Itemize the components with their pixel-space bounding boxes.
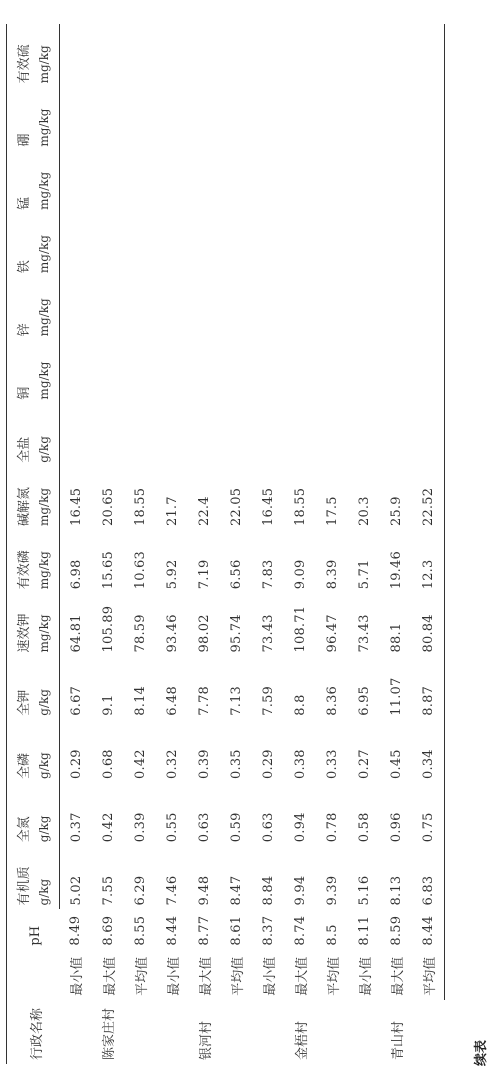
table-cell: 7.59 [260,685,276,716]
table-cell [412,24,445,87]
table-cell: 8.55 [132,915,148,946]
table-cell [156,151,188,214]
table-cell: 8.36 [324,685,340,716]
table-cell: 9.09 [292,559,308,590]
stat-label: 平均值 [230,956,246,996]
table-cell: 105.89 [100,605,116,653]
column-header-name: 铁 [7,214,34,277]
table-cell: 18.55 [132,487,148,527]
table-cell [252,214,284,277]
column-header-name: 锌 [7,277,34,340]
table-cell [188,87,220,150]
table-cell [60,277,93,340]
column-header-name: 全钾 [7,657,34,720]
column-header-name: 碱解氮 [7,467,34,530]
column-header-name: 锰 [7,151,34,214]
table-cell [348,277,380,340]
table-cell: 0.42 [132,749,148,779]
table-cell: 5.92 [164,559,180,590]
table-cell: 20.65 [100,487,116,527]
column-header-name: 全磷 [7,720,34,783]
column-header-name: 铜 [7,340,34,403]
table-cell: 0.45 [388,749,404,779]
header-row-names [7,24,34,1064]
table-cell [348,340,380,403]
village-name: 青山村 [390,1020,406,1060]
table-cell: 0.29 [68,749,84,779]
column-header-unit: g/kg [33,846,60,909]
column-header-unit: g/kg [33,657,60,720]
table-cell: 8.44 [412,909,445,949]
table-cell: 12.3 [412,530,445,593]
table-cell: 0.39 [196,749,212,779]
table-cell [220,214,252,277]
ph-header: pH [7,909,60,949]
table-cell [124,214,156,277]
table-cell [252,151,284,214]
table-row [412,24,445,1064]
table-cell [348,24,380,87]
column-header-unit: g/kg [33,720,60,783]
table-cell: 20.3 [356,496,372,527]
table-cell [92,151,124,214]
table-cell [252,404,284,467]
table-cell [188,24,220,87]
table-cell: 22.4 [196,496,212,527]
table-cell [220,277,252,340]
table-cell [60,214,93,277]
table-cell: 0.55 [164,812,180,843]
table-cell: 6.29 [132,875,148,906]
table-cell [124,277,156,340]
table-cell [380,24,412,87]
table-cell: 0.63 [260,812,276,843]
table-cell [156,404,188,467]
table-row [188,24,220,1064]
table-cell: 6.67 [68,685,84,716]
table-cell [92,87,124,150]
table-body [60,24,445,1064]
table-cell [124,151,156,214]
stat-header [7,950,60,1000]
column-header-unit: g/kg [33,783,60,846]
table-cell: 7.46 [164,875,180,906]
table-cell: 7.78 [196,685,212,716]
village-name: 银河村 [198,1020,214,1060]
table-row [92,24,124,1064]
table-cell: 0.58 [356,812,372,843]
table-cell: 0.68 [100,749,116,779]
table-cell [380,87,412,150]
table-cell: 0.35 [228,749,244,779]
table-cell [316,151,348,214]
village-header: 行政名称 [7,1000,60,1064]
table-cell: 0.27 [356,749,372,779]
table-cell [60,87,93,150]
table-cell [284,277,316,340]
table-cell [60,151,93,214]
stat-label: 最大值 [390,956,406,996]
table-cell: 16.45 [260,487,276,527]
table-cell [220,151,252,214]
stat-label: 最小值 [166,956,182,996]
table-cell: 0.59 [228,812,244,843]
table-cell: 8.8 [292,694,308,716]
stat-label: 最大值 [102,956,118,996]
column-header-name: 速效钾 [7,593,34,656]
table-cell: 9.1 [100,694,116,716]
table-cell: 17.5 [324,496,340,527]
table-cell: 21.7 [164,496,180,527]
stat-label: 平均值 [412,950,445,1000]
table-cell [92,340,124,403]
table-cell [380,277,412,340]
table-cell [380,340,412,403]
table-cell [156,214,188,277]
table-cell [348,214,380,277]
table-cell [220,404,252,467]
table-cell [284,87,316,150]
table-cell [380,214,412,277]
table-cell: 11.07 [388,677,404,716]
table-cell [60,24,93,87]
column-header-unit: g/kg [33,404,60,467]
table-cell: 8.61 [228,915,244,946]
table-cell: 16.45 [68,487,84,527]
table-cell: 8.69 [100,915,116,946]
table-cell [284,340,316,403]
table-row [316,24,348,1064]
header-row-units [33,24,60,1064]
table-cell: 0.78 [324,812,340,843]
table-cell: 5.71 [356,559,372,590]
table-cell [316,87,348,150]
table-cell [316,24,348,87]
column-header-unit: mg/kg [33,151,60,214]
table-cell: 6.56 [228,559,244,590]
table-cell: 8.59 [388,915,404,946]
table-row [156,24,188,1064]
table-cell [412,214,445,277]
table-cell [412,404,445,467]
table-cell: 8.5 [324,924,340,946]
table-cell: 19.46 [388,551,404,590]
table-cell [156,87,188,150]
table-cell: 22.52 [412,467,445,530]
table-cell: 0.38 [292,749,308,779]
table-cell: 8.87 [412,657,445,720]
table-cell: 8.37 [260,915,276,946]
table-row [348,24,380,1064]
table-cell [60,404,93,467]
table-cell [124,340,156,403]
column-header-unit: mg/kg [33,467,60,530]
table-cell: 6.83 [412,846,445,909]
table-cell [188,277,220,340]
table-cell [284,24,316,87]
column-header-unit: mg/kg [33,340,60,403]
table-cell [316,404,348,467]
table-cell: 9.94 [292,875,308,906]
stat-label: 最大值 [294,956,310,996]
table-row [124,24,156,1064]
table-cell: 8.84 [260,875,276,906]
table-row [220,24,252,1064]
table-cell: 0.33 [324,749,340,779]
table-cell [412,87,445,150]
column-header-name: 有效硫 [7,24,34,87]
table-cell: 10.63 [132,551,148,590]
table-row [380,24,412,1064]
table-cell: 73.43 [356,614,372,653]
table-cell: 22.05 [228,487,244,527]
table-cell [124,87,156,150]
stat-label: 平均值 [134,956,150,996]
table-cell: 73.43 [260,614,276,653]
table-cell: 108.71 [292,605,308,653]
column-header-unit: mg/kg [33,593,60,656]
table-cell [220,24,252,87]
column-header-name: 硼 [7,87,34,150]
table-cell [380,151,412,214]
table-cell [60,340,93,403]
column-header-unit: mg/kg [33,530,60,593]
table-cell: 95.74 [228,614,244,653]
column-header-name: 全盐 [7,404,34,467]
table-cell: 8.11 [356,915,372,946]
table-row [284,24,316,1064]
table-cell: 6.98 [68,559,84,590]
table-cell [220,87,252,150]
column-header-name: 有机质 [7,846,34,909]
table-cell [252,87,284,150]
table-cell: 7.19 [196,559,212,590]
table-cell: 0.75 [412,783,445,846]
table-cell: 0.29 [260,749,276,779]
table-cell [348,404,380,467]
table-row [252,24,284,1064]
table-cell [284,214,316,277]
table-cell: 6.48 [164,685,180,716]
table-cell: 0.39 [132,812,148,843]
table-cell: 8.77 [196,915,212,946]
table-cell: 18.55 [292,487,308,527]
table-cell: 96.47 [324,614,340,653]
table-cell [252,340,284,403]
column-header-unit: mg/kg [33,277,60,340]
table-cell [156,277,188,340]
table-cell: 9.48 [196,875,212,906]
table-cell: 78.59 [132,614,148,653]
table-cell: 0.96 [388,812,404,843]
table-cell [252,24,284,87]
stat-label: 最小值 [70,956,86,996]
village-name: 金梧村 [294,1020,310,1060]
table-cell [92,277,124,340]
table-cell: 0.37 [68,812,84,843]
table-row [60,24,93,1064]
table-cell: 8.49 [68,915,84,946]
table-cell [188,404,220,467]
table-cell: 9.39 [324,875,340,906]
column-header-unit: mg/kg [33,87,60,150]
table-cell [412,277,445,340]
table-cell: 8.44 [164,915,180,946]
table-cell [124,24,156,87]
stat-label: 平均值 [326,956,342,996]
table-cell: 80.84 [412,593,445,656]
table-cell: 6.95 [356,685,372,716]
table-cell: 8.39 [324,559,340,590]
table-cell: 8.14 [132,685,148,716]
table-cell [92,24,124,87]
table-caption: 续表 [474,1039,489,1066]
table-cell: 64.81 [68,614,84,653]
table-cell [92,214,124,277]
table-cell: 0.32 [164,749,180,779]
table-cell: 93.46 [164,614,180,653]
table-cell: 5.02 [68,875,84,906]
table-cell: 0.63 [196,812,212,843]
table-cell: 5.16 [356,875,372,906]
table-cell [156,340,188,403]
table-cell: 8.47 [228,875,244,906]
table-cell: 0.34 [412,720,445,783]
column-header-unit: mg/kg [33,214,60,277]
table-cell: 15.65 [100,551,116,590]
table-cell [188,214,220,277]
table-cell [252,277,284,340]
table-cell: 88.1 [388,622,404,653]
table-cell: 8.13 [388,875,404,906]
soil-nutrient-table [6,24,445,1064]
table-cell [316,214,348,277]
table-cell [380,404,412,467]
table-cell [220,340,252,403]
table-cell [284,151,316,214]
table-cell: 0.42 [100,812,116,843]
table-cell [412,151,445,214]
column-header-name: 有效磷 [7,530,34,593]
table-cell [316,340,348,403]
table-cell: 7.13 [228,685,244,716]
table-cell [412,340,445,403]
table-cell: 25.9 [388,496,404,527]
stat-label: 最小值 [262,956,278,996]
table-cell: 98.02 [196,614,212,653]
table-cell [92,404,124,467]
table-cell [156,24,188,87]
table-cell [348,87,380,150]
column-header-unit: mg/kg [33,24,60,87]
table-cell [188,340,220,403]
stat-label: 最大值 [198,956,214,996]
table-cell: 8.74 [292,915,308,946]
table-cell [124,404,156,467]
table-cell [188,151,220,214]
stat-label: 最小值 [358,956,374,996]
table-cell: 7.55 [100,875,116,906]
table-cell [316,277,348,340]
village-name: 陈家庄村 [102,1007,118,1060]
table-cell: 0.94 [292,812,308,843]
table-cell: 7.83 [260,559,276,590]
column-header-name: 全氮 [7,783,34,846]
table-cell [284,404,316,467]
table-cell [348,151,380,214]
